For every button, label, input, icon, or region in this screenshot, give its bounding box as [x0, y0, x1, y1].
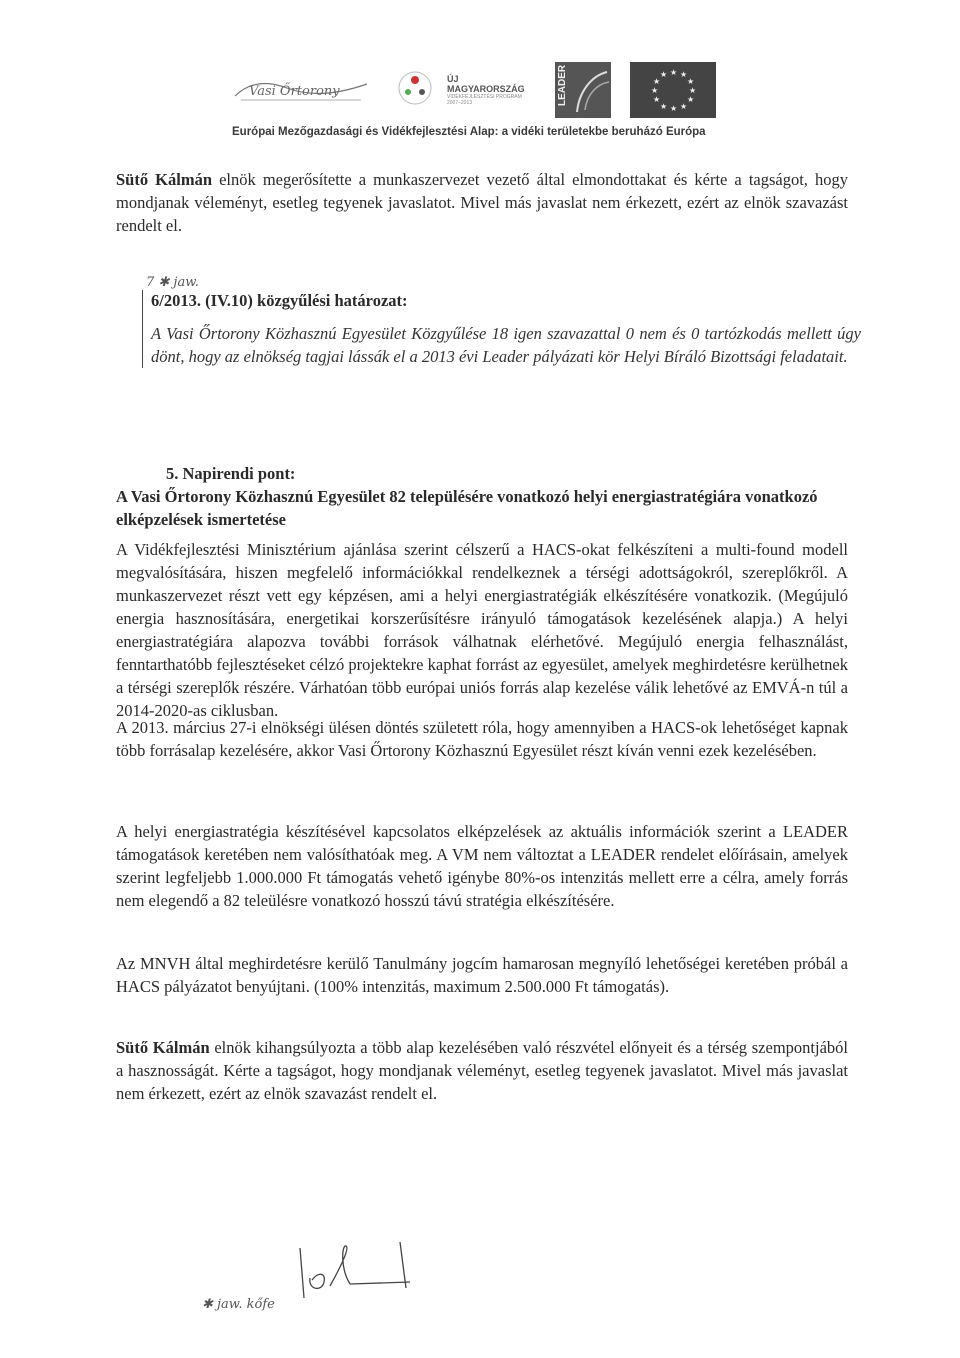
- paragraph-energy-strategy: A helyi energiastratégia készítésével kapcsolatos elképzelések az aktuális információk szerint a LEADER támogatások keretében nem valósíthatóak meg. A VM nem változtat a LEADER rendelet előírásain, amelyek szerint legfeljebb 1.000.000 Ft támogatás vehető igénybe 80%-os intenzitás mellett erre a célra, amely forrás nem elegendő a 82 teleülésre vonatkozó hosszú távú stratégia elkészítésére.: [116, 822, 848, 910]
- paragraph-mnvh: Az MNVH által meghirdetésre kerülő Tanulmány jogcím hamarosan megnyíló lehetőségei keretében próbál a HACS pályázatot benyújtani. (100% intenzitás, maximum 2.500.000 Ft támogatás).: [116, 954, 848, 996]
- paragraph-board-decision: A 2013. március 27-i elnökségi ülésen döntés született róla, hogy amennyiben a HACS-ok lehetőséget kapnak több forrásalap kezelésére, akkor Vasi Őrtorony Közhasznú Egyesület részt kíván venni ezek kezelésében.: [116, 718, 848, 760]
- agenda-number: 5.: [166, 464, 179, 483]
- leader-logo-text: LEADER: [557, 64, 568, 106]
- paragraph-closing-text: elnök kihangsúlyozta a több alap kezelésében való részvétel előnyeit és a térség szempontjából a hasznosságát. Kérte a tagságot, hogy mondjanak véleményt, esetleg tegyenek javaslatot. Mivel más javaslat nem érkezett, ezért az elnök szavazást rendelt el.: [116, 1038, 848, 1103]
- handwritten-note-text: 7 ✱ jaw.: [146, 275, 199, 290]
- footer-signatures: [200, 1228, 440, 1318]
- um-logo-subtitle: VIDÉKFEJLESZTÉSI PROGRAM: [447, 94, 522, 100]
- header-tagline: Európai Mezőgazdasági és Vidékfejlesztési Alap: a vidéki területekbe beruházó Európa: [232, 126, 706, 138]
- signature-logo-text: Vasi Őrtorony: [249, 84, 340, 99]
- um-logo-years: 2007–2013: [447, 100, 473, 106]
- resolution-number: 6/2013. (IV.10) közgyűlési határozat:: [151, 291, 408, 310]
- svg-text:★: ★: [660, 70, 668, 79]
- svg-text:★: ★: [680, 70, 688, 79]
- svg-text:★: ★: [689, 86, 697, 95]
- svg-text:★: ★: [680, 102, 688, 111]
- header-logos: [225, 62, 725, 122]
- vasi-ortorony-signature-logo: [231, 76, 371, 106]
- agenda-label: Napirendi pont:: [182, 464, 296, 483]
- paragraph-closing: [116, 1036, 848, 1105]
- um-logo-title: ÚJ MAGYARORSZÁG: [447, 74, 525, 94]
- paragraph-intro-text: elnök megerősítette a munkaszervezet vezető által elmondottakat és kérte a tagságot, hogy mondjanak véleményt, esetleg tegyenek javaslatot. Mivel más javaslat nem érkezett, ezért az elnök szavazást rendelt el.: [116, 170, 849, 235]
- svg-text:★: ★: [687, 77, 695, 86]
- svg-text:★: ★: [653, 77, 661, 86]
- handwritten-annotation: [144, 268, 224, 292]
- agenda-title: A Vasi Őrtorony Közhasznú Egyesület 82 településére vonatkozó helyi energiastratégiára vonatkozó elképzelések ismertetése: [116, 487, 818, 529]
- svg-text:★: ★: [660, 102, 668, 111]
- svg-text:★: ★: [687, 95, 695, 104]
- leader-logo: [555, 62, 611, 118]
- um-emblem-icon: [393, 68, 437, 108]
- resolution-body: A Vasi Őrtorony Közhasznú Egyesület Közgyűlése 18 igen szavazattal 0 nem és 0 tartózkodás mellett úgy dönt, hogy az elnökség tagjai lássák el a 2013 évi Leader pályázati kör Helyi Bíráló Bizottsági feladatait.: [151, 324, 861, 366]
- paragraph-ministry: A Vidékfejlesztési Minisztérium ajánlása szerint célszerű a HACS-okat felkészíteni a multi-found modell megvalósítására, hiszen megfelelő információkkal rendelkeznek a térségi adottságokról, szereplőkről. A munkaszervezet részt vett egy képzésen, ami a helyi energiastratégiák elkészítésére vonatkozik. (Megújuló energia hasznosítására, energetikai korszerűsítésre irányuló támogatások kezelésének alapja.) A helyi energiastratégiára alapozva további források válhatnak elérhetővé. Megújuló energia felhasználást, fenntarthatóbb fejlesztéseket célzó projektekre kaphat forrást az egyesület, amelyek meghirdetésre kerülhetnek a térségi szereplők részére. Várhatóan több európai uniós forrás alap kezelése válik lehetővé az EMVÁ-n túl a 2014-2020-as ciklusban.: [116, 540, 848, 720]
- agenda-heading: [116, 462, 848, 531]
- svg-text:★: ★: [670, 68, 678, 77]
- svg-text:★: ★: [651, 86, 659, 95]
- resolution-block: [142, 290, 861, 368]
- paragraph-intro: [116, 168, 848, 237]
- footer-signature-text: ✱ jaw. kőfe: [202, 1297, 275, 1312]
- speaker-name-closing: Sütő Kálmán: [116, 1038, 210, 1057]
- svg-text:★: ★: [653, 95, 661, 104]
- svg-text:★: ★: [670, 104, 678, 113]
- eu-flag-logo: [630, 62, 716, 118]
- uj-magyarorszag-logo: [393, 68, 533, 108]
- speaker-name: Sütő Kálmán: [116, 170, 213, 189]
